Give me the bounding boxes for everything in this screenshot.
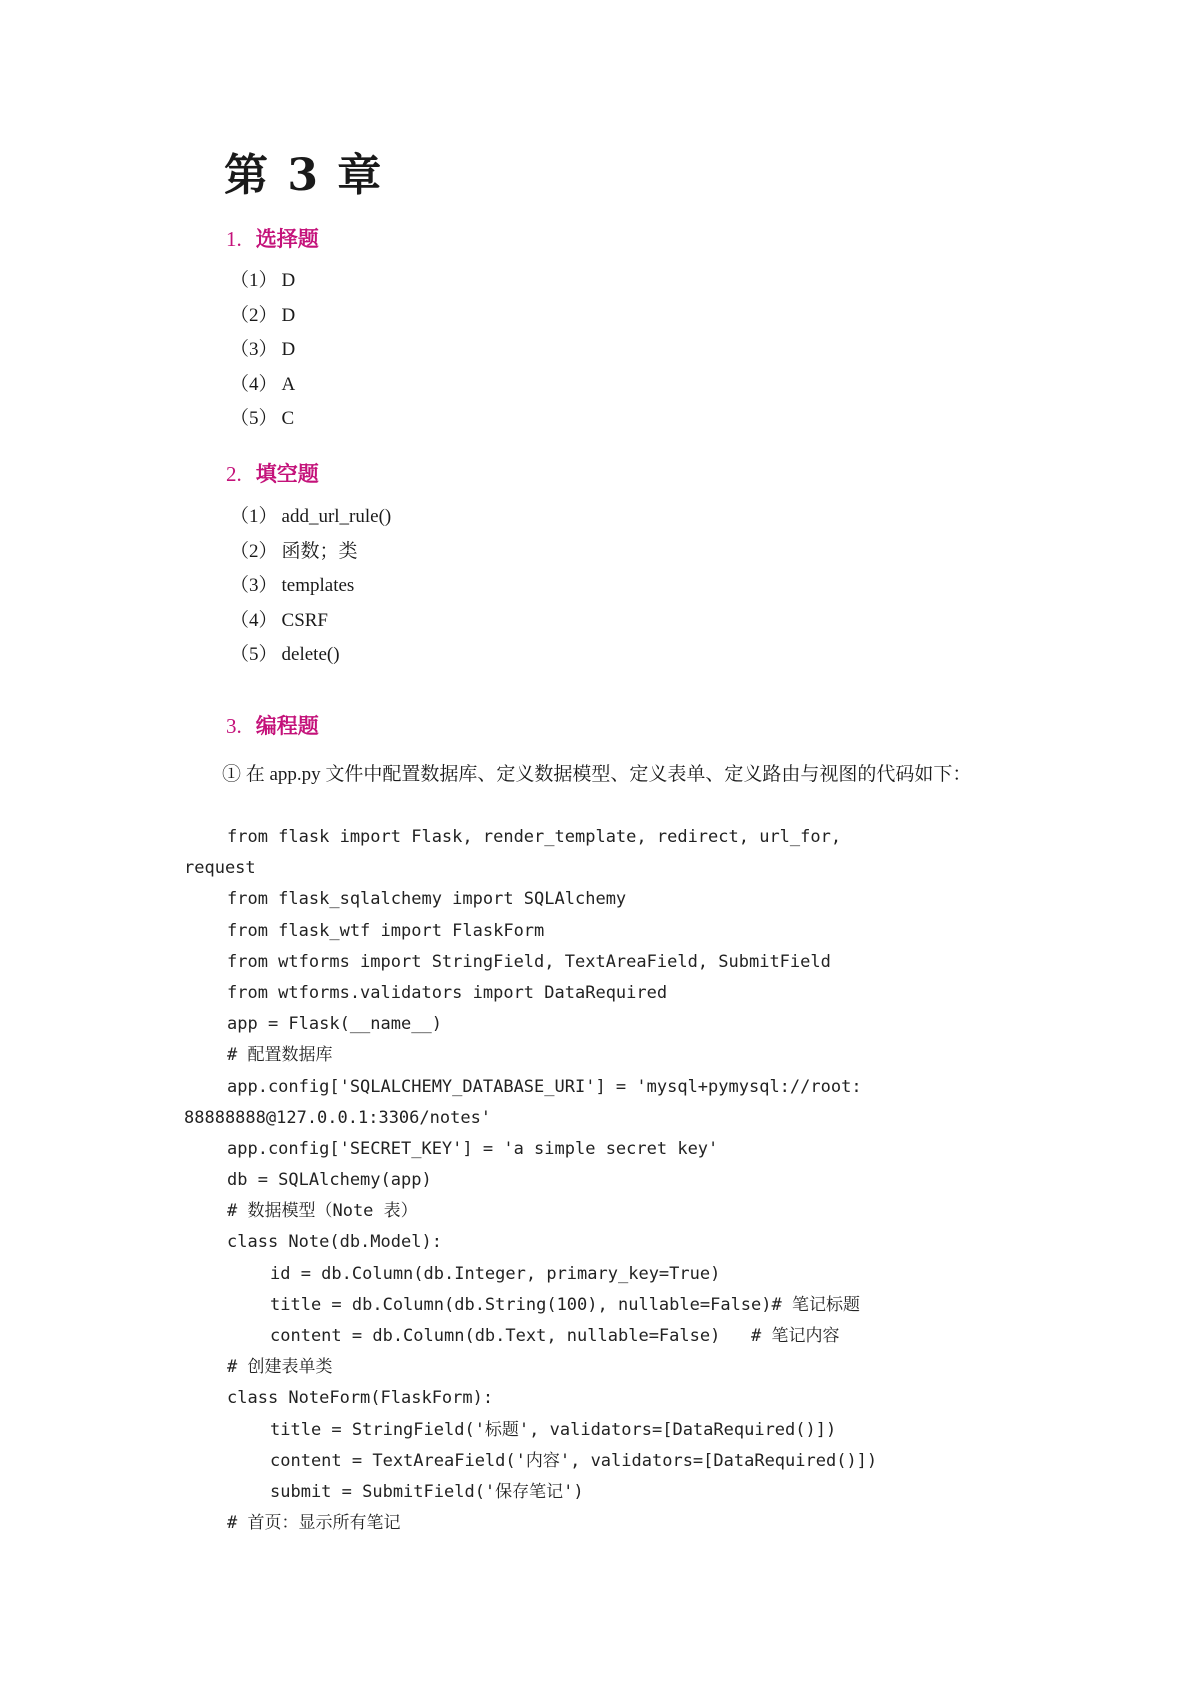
code-line: from flask_sqlalchemy import SQLAlchemy: [227, 889, 627, 910]
code-line: app.config['SECRET_KEY'] = 'a simple secret key': [227, 1138, 719, 1159]
answer-index: （1）: [230, 506, 278, 527]
answer-text: D: [281, 339, 296, 361]
code-comment: # 数据模型（Note 表）: [227, 1201, 418, 1222]
code-line: from flask_wtf import FlaskForm: [227, 920, 545, 941]
answer-index: （3）: [230, 339, 278, 361]
answer-text: A: [281, 373, 296, 395]
answer-index: （4）: [230, 373, 278, 395]
code-line: app = Flask(__name__): [227, 1014, 442, 1035]
answer-text: CSRF: [281, 609, 328, 631]
answer-index: （5）: [230, 408, 278, 430]
list-item: [230, 638, 391, 673]
code-line: class NoteForm(FlaskForm):: [227, 1388, 494, 1409]
code-line: content = TextAreaField('内容', validators=[DataRequired()]): [270, 1450, 878, 1471]
list-item: [230, 333, 295, 368]
section-heading-fill-blank: [226, 460, 319, 488]
answer-index: （3）: [230, 575, 278, 597]
answer-text: C: [281, 408, 295, 430]
fill-blank-answer-list: [230, 500, 391, 673]
code-line: from wtforms.validators import DataRequired: [227, 982, 668, 1003]
list-item: [230, 264, 295, 299]
answer-index: （5）: [230, 644, 278, 666]
answer-text: D: [281, 270, 296, 291]
code-line: class Note(db.Model):: [227, 1232, 442, 1253]
list-item: [230, 402, 295, 437]
section-title: 选择题: [255, 227, 319, 251]
answer-text: add_url_rule(): [281, 506, 392, 527]
section-number: 2.: [226, 462, 242, 486]
code-line: app.config['SQLALCHEMY_DATABASE_URI'] = 'mysql+pymysql://root:: [227, 1076, 862, 1097]
code-line: 88888888@127.0.0.1:3306/notes': [184, 1107, 492, 1128]
section-title: 填空题: [255, 462, 319, 486]
answer-text: 函数；类: [281, 540, 358, 562]
list-item: [230, 535, 391, 570]
code-line: content = db.Column(db.Text, nullable=False) # 笔记内容: [270, 1326, 840, 1346]
section-title: 编程题: [255, 714, 319, 738]
list-item: [230, 569, 391, 604]
section-heading-programming: [226, 712, 319, 740]
list-item: [230, 500, 391, 535]
code-line: from wtforms import StringField, TextAreaField, SubmitField: [227, 951, 831, 972]
code-line: title = StringField('标题', validators=[DataRequired()]): [270, 1419, 837, 1440]
answer-text: D: [281, 304, 296, 326]
intro-paragraph: ① 在 app.py 文件中配置数据库、定义数据模型、定义表单、定义路由与视图的代码如下：: [222, 764, 972, 785]
code-comment: # 首页：显示所有笔记: [227, 1513, 401, 1534]
answer-index: （4）: [230, 609, 278, 631]
code-line: from flask import Flask, render_template, redirect, url_for,: [227, 827, 842, 847]
code-comment: # 配置数据库: [227, 1045, 333, 1066]
list-item: [230, 368, 295, 403]
list-item: [230, 604, 391, 639]
code-line: request: [184, 858, 256, 879]
choice-answer-list: [230, 264, 295, 437]
code-line: title = db.Column(db.String(100), nullable=False)# 笔记标题: [270, 1294, 860, 1315]
answer-text: templates: [281, 575, 355, 597]
code-comment: # 创建表单类: [227, 1357, 333, 1378]
code-line: db = SQLAlchemy(app): [227, 1170, 432, 1191]
chapter-title: 第 3 章: [224, 150, 384, 201]
section-heading-choice: [226, 225, 319, 253]
answer-index: （2）: [230, 304, 278, 326]
code-block: [184, 822, 1014, 1539]
list-item: [230, 299, 295, 334]
section-number: 1.: [226, 227, 242, 251]
answer-text: delete(): [281, 644, 340, 666]
section-number: 3.: [226, 714, 242, 738]
code-line: id = db.Column(db.Integer, primary_key=True): [270, 1263, 721, 1284]
code-line: submit = SubmitField('保存笔记'): [270, 1481, 584, 1502]
answer-index: （2）: [230, 540, 278, 562]
answer-index: （1）: [230, 270, 278, 291]
